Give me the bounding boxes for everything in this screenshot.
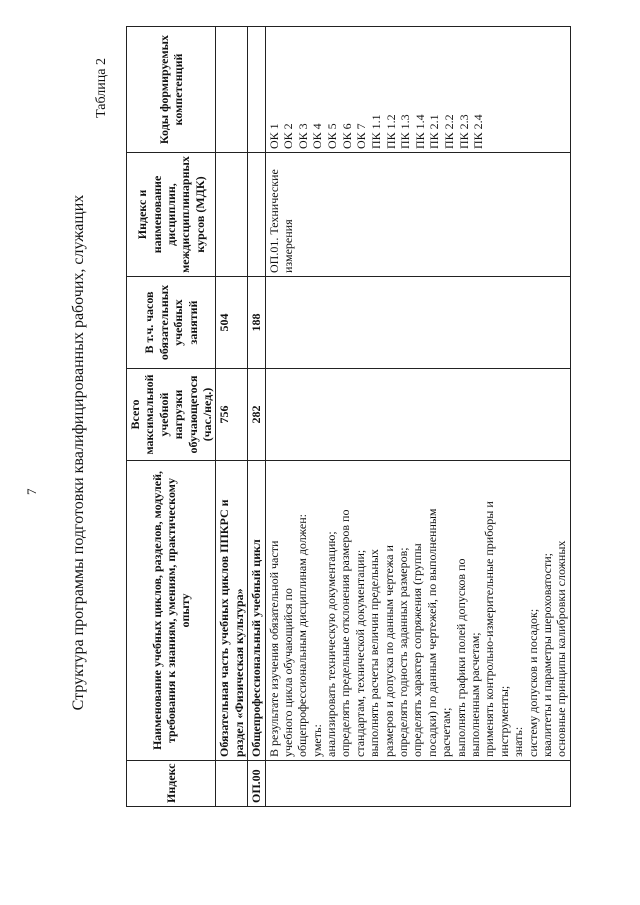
- competence-code: ПК 2.4: [471, 114, 486, 149]
- table-row: [248, 27, 265, 807]
- competence-code: ОК 3: [295, 123, 310, 149]
- header-discipline: Индекс и наименование дисциплин, междисциплинарных курсов (МДК): [127, 153, 216, 277]
- general-prof-name: Общепрофессиональный учебный цикл: [248, 461, 265, 761]
- structure-table: [126, 26, 571, 807]
- requirement-line: определять характер сопряжения (группы: [410, 543, 425, 757]
- requirement-line: выполнять расчеты величин предельных: [367, 549, 382, 757]
- requirement-line: знать:: [511, 726, 526, 757]
- requirement-line: определять предельные отклонения размеров по: [338, 509, 353, 757]
- requirement-line: В результате изучения обязательной части: [266, 540, 281, 757]
- requirements-text: [265, 461, 570, 761]
- mandatory-part-hours: 504: [216, 277, 248, 369]
- competence-code: ОК 7: [354, 123, 369, 149]
- competence-code: ОК 4: [310, 123, 325, 149]
- competence-code: ОК 1: [266, 123, 281, 149]
- general-prof-index: ОП.00: [248, 761, 265, 807]
- mandatory-part-max-load: 756: [216, 369, 248, 461]
- requirement-line: общепрофессиональным дисциплинам должен:: [295, 514, 310, 757]
- competence-code: ОК 5: [325, 123, 340, 149]
- competence-code: ПК 2.3: [456, 114, 471, 149]
- requirement-line: инструменты;: [496, 685, 511, 757]
- general-prof-max-load: 282: [248, 369, 265, 461]
- header-competences: Коды формируемых компетенций: [127, 27, 216, 153]
- header-max-load: Всего максимальной учебной нагрузки обучающегося (час./нед.): [127, 369, 216, 461]
- competence-code: ОК 6: [339, 123, 354, 149]
- requirement-line: размеров и допуска по данным чертежа и: [381, 545, 396, 757]
- document-title: Структура программы подготовки квалифицированных рабочих, служащих: [70, 194, 87, 711]
- competence-code: ПК 1.2: [383, 114, 398, 149]
- header-mandatory: В т.ч. часов обязательных учебных занятий: [127, 277, 216, 369]
- discipline-name: ОП.01. Технические измерения: [265, 153, 570, 277]
- requirement-line: посадки) по данным чертежей, по выполненным: [424, 508, 439, 757]
- requirement-line: определять годность заданных размеров;: [396, 547, 411, 757]
- table-row: [265, 27, 570, 807]
- mandatory-part-name: Обязательная часть учебных циклов ППКРС и раздел «Физическая культура»: [216, 461, 248, 761]
- requirement-line: уметь:: [309, 724, 324, 757]
- header-index: Индекс: [127, 761, 216, 807]
- requirement-line: основные принципы калибровки сложных: [554, 540, 569, 757]
- competence-code: ПК 1.1: [368, 114, 383, 149]
- general-prof-hours: 188: [248, 277, 265, 369]
- requirement-line: систему допусков и посадок;: [525, 608, 540, 757]
- requirement-line: выполненным расчетам;: [467, 632, 482, 757]
- competence-code: ПК 1.4: [412, 114, 427, 149]
- page-number: 7: [24, 488, 39, 495]
- table-row: [216, 27, 248, 807]
- requirement-line: учебного цикла обучающийся по: [280, 588, 295, 757]
- requirement-line: применять контрольно-измерительные приборы и: [482, 501, 497, 757]
- requirement-line: выполнять графики полей допусков по: [453, 558, 468, 757]
- requirement-line: анализировать техническую документацию;: [324, 531, 339, 757]
- requirement-line: расчетам;: [439, 707, 454, 757]
- header-row: [127, 27, 216, 807]
- competence-code: ПК 2.1: [427, 114, 442, 149]
- requirement-line: квалитеты и параметры шероховатости;: [539, 553, 554, 757]
- competence-code: ОК 2: [281, 123, 296, 149]
- competence-code: ПК 1.3: [398, 114, 413, 149]
- table-label: Таблица 2: [94, 58, 109, 118]
- requirement-line: стандартам, технической документации;: [352, 549, 367, 757]
- competence-codes: [265, 27, 570, 153]
- header-name: Наименование учебных циклов, разделов, модулей, требования к знаниям, умениям, практическому опыту: [127, 461, 216, 761]
- competence-code: ПК 2.2: [442, 114, 457, 149]
